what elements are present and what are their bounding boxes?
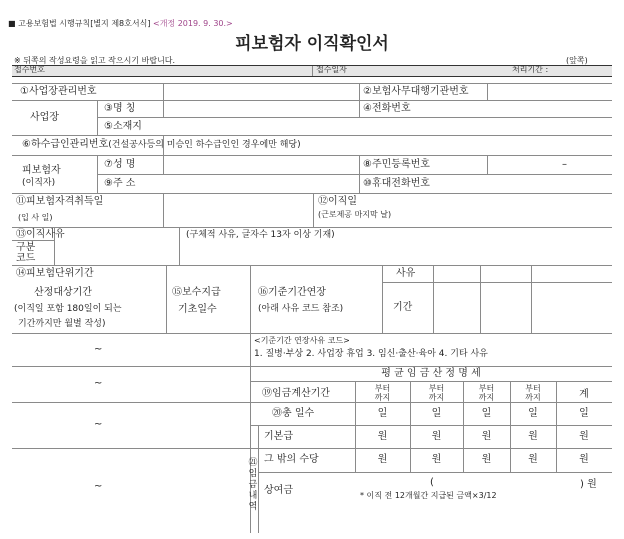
bonus-label: 상여금 [264,485,293,496]
col4-from: 부터 [525,384,541,393]
page-side: (앞쪽) [566,56,588,65]
bonus-note: * 이직 전 12개월간 지급된 금액×3/12 [360,491,497,500]
amend-date: <개정 2019. 9. 30.> [153,19,233,28]
code-label-2: 코드 [16,253,36,264]
field-separation-reason: ⑬이직사유 [16,229,65,240]
col3-to: 까지 [478,393,495,402]
col2-from: 부터 [428,384,445,393]
col2-to: 까지 [428,393,445,402]
base-won-1: 원 [377,431,388,442]
subcontract-row [22,140,301,150]
code-label-1: 구분 [16,242,36,253]
field-name: ⑦성 명 [104,159,136,170]
separation-date-sub: (근로제공 마지막 날) [318,210,392,219]
other-won-4: 원 [528,454,538,465]
field-acquisition-date: ⑪피보험자격취득일 [16,196,104,207]
period-row-4-tilde: ~ [94,481,103,492]
days-col2: 일 [431,408,442,419]
field-pay-basis-a: ⑮보수지급 [172,287,221,298]
extension-period-label: 기간 [393,302,413,313]
field-mobile: ⑩휴대전화번호 [363,178,430,189]
col1-from: 부터 [374,384,391,393]
field-unit-period: ⑭피보험단위기간 [16,268,94,279]
other-allowance-label: 그 밖의 수당 [264,454,319,465]
subcontract-note: (건설공사등의 미승인 하수급인인 경우에만 해당) [108,140,301,150]
field-wage-period: ⑲임금계산기간 [262,388,330,399]
field-resident-no: ⑧주민등록번호 [363,159,430,170]
field-address: ⑤소재지 [104,121,142,132]
receipt-date-label: 접수일자 [316,65,347,74]
col3-from: 부터 [478,384,495,393]
period-line3: (이직일 포함 180일이 되는 [14,304,122,314]
resident-no-dash: – [562,159,567,170]
col1-to: 까지 [374,393,391,402]
insured-group-label: 피보험자 [22,165,61,176]
field-total-days: ⑳총 일수 [272,408,315,419]
admin-divider [312,65,313,76]
receipt-no-label: 접수번호 [14,65,45,74]
code-title: <기준기간 연장사유 코드> [254,336,350,345]
field-extension-a: ⑯기준기간연장 [258,287,326,298]
reason-note: (구체적 사유, 글자수 13자 이상 기재) [186,230,335,240]
field-pay-basis-b: 기초일수 [178,304,217,315]
page-title: 피보험자 이직확인서 [235,34,389,54]
form-regulation [8,20,233,28]
bonus-paren-open: ( [430,477,434,488]
bonus-paren-close: ) 원 [580,479,597,490]
period-row-3-tilde: ~ [94,419,103,430]
days-col1: 일 [377,408,388,419]
period-line2: 산정대상기간 [34,287,92,298]
instruction-note: ※ 뒤쪽의 작성요령을 읽고 작으시기 바랍니다. [14,56,176,65]
other-won-2: 원 [431,454,442,465]
base-won-2: 원 [431,431,442,442]
period-row-2-tilde: ~ [94,378,103,389]
bullet: ■ [8,19,16,28]
total-label: 계 [579,389,589,400]
field-wage-detail: ㉑임금내역 [248,458,258,512]
field-company-name: ③명 칭 [104,103,136,114]
field-workplace-mgmt-no: ①사업장관리번호 [20,86,97,97]
field-separation-date: ⑫이직일 [318,196,357,207]
base-won-4: 원 [528,431,538,442]
field-agency-no: ②보험사무대행기관번호 [363,86,469,97]
insured-group-sub: (이직자) [22,178,56,188]
days-col4: 일 [528,408,538,419]
acquisition-date-sub: (입 사 일) [18,213,53,222]
field-phone: ④전화번호 [363,103,411,114]
period-line4: 기간까지만 월별 작성) [18,319,106,329]
processing-period-label: 처리기간 : [512,65,549,74]
wage-title: 평 균 임 금 산 정 명 세 [381,368,481,379]
base-pay-label: 기본급 [264,431,293,442]
col4-to: 까지 [525,393,541,402]
field-extension-b: (아래 사유 코드 참조) [258,304,344,314]
code-list: 1. 질병·부상 2. 사업장 휴업 3. 임신·출산·육아 4. 기타 사유 [254,349,488,359]
field-subcontract-no: ⑥하수급인관리번호 [22,139,109,150]
other-won-total: 원 [579,454,589,465]
regulation-text: 고용보험법 시행규칙[별지 제8호서식] [18,19,151,28]
extension-reason-label: 사유 [396,268,416,279]
field-home-address: ⑨주 소 [104,178,136,189]
workplace-group-label: 사업장 [30,112,59,123]
period-row-1-tilde: ~ [94,344,103,355]
other-won-3: 원 [481,454,492,465]
days-col3: 일 [481,408,492,419]
base-won-total: 원 [579,431,589,442]
other-won-1: 원 [377,454,388,465]
base-won-3: 원 [481,431,492,442]
days-total: 일 [579,408,589,419]
